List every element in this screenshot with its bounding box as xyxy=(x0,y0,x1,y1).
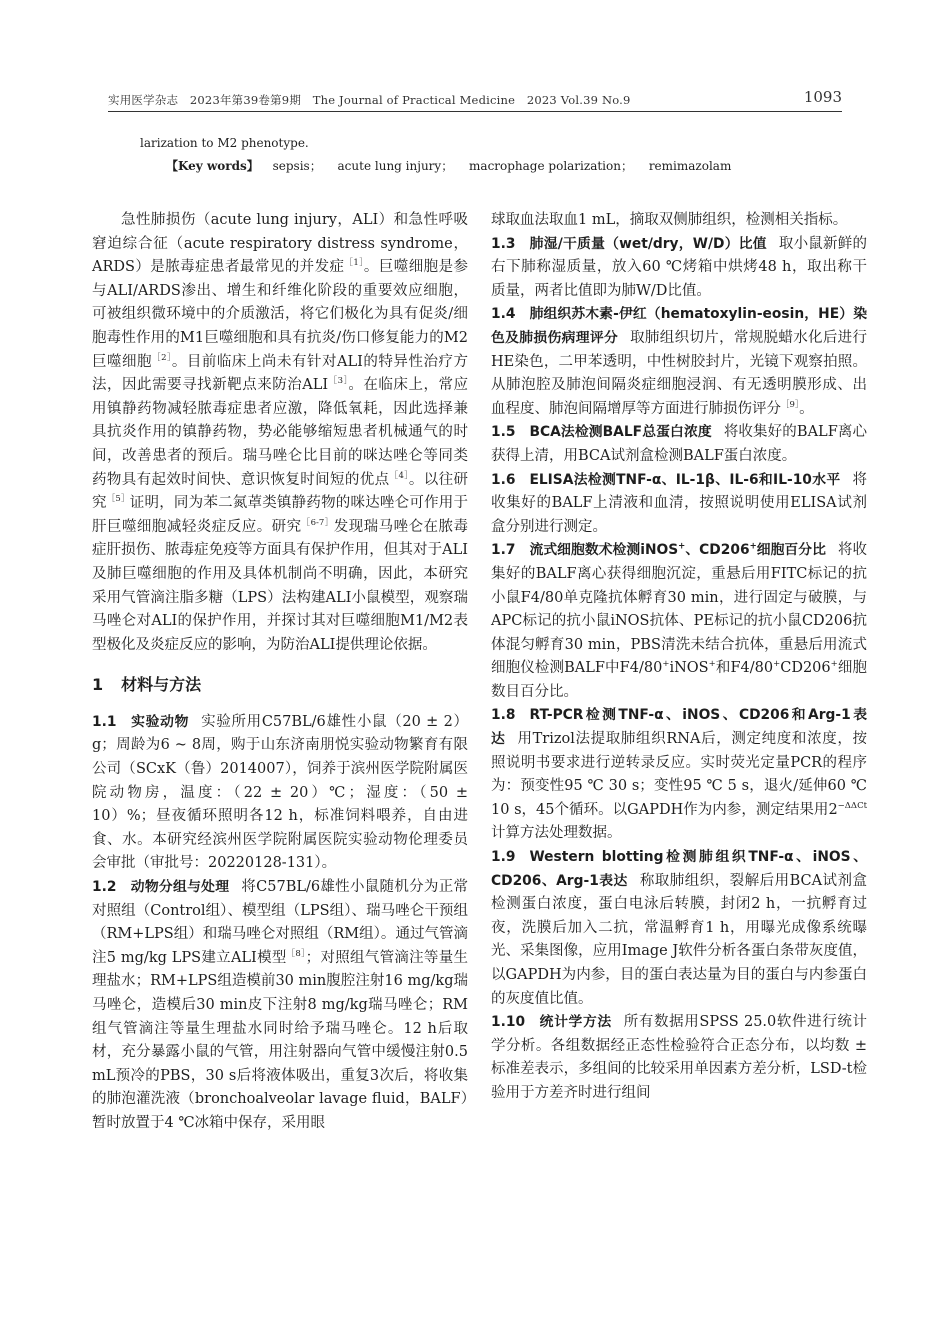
page-number: 1093 xyxy=(803,88,842,106)
subsection-1-10: 1.10 统计学方法 所有数据用SPSS 25.0软件进行统计学分析。各组数据经正态性检验符合正态分布，以均数 ± 标准差表示，多组间的比较采用单因素方差分析，LSD-t检验用于方差齐时进行组间 xyxy=(491,1014,868,1101)
subsection-title: 1.8 RT-PCR检测TNF-α、iNOS、CD206和Arg-1表达 xyxy=(491,707,867,748)
keyword: remimazolam xyxy=(648,159,732,173)
subsection-title: 1.7 流式细胞数术检测iNOS+、CD206+细胞百分比 xyxy=(491,541,826,559)
continued-text: 球取血法取血1 mL，摘取双侧肺组织，检测相关指标。 xyxy=(491,212,848,228)
subsection-1-1: 1.1 实验动物 实验所用C57BL/6雄性小鼠（20 ± 2）g；周龄为6 ~ 8周，购于山东济南朋悦实验动物繁育有限公司（SCxK（鲁）2014007），饲养于滨州医学院附属医院动物房，温度：（22 ± 20）℃；湿度：（50 ± 10）%；昼夜循环照明各12 h，标准饲料喂养，自由进食、水。本研究经滨州医学院附属医院实验动物伦理委员会审批（审批号：20220128-131）。 xyxy=(92,713,468,872)
subsection-title: 1.9 Western blotting检测肺组织TNF-α、iNOS、CD206、Arg-1表达 xyxy=(491,849,867,889)
keywords-label: 【Key words】 xyxy=(166,159,259,173)
keyword: acute lung injury； xyxy=(337,159,454,173)
subsection-title: 1.10 统计学方法 xyxy=(491,1014,612,1031)
journal-line: 实用医学杂志 2023年第39卷第9期 The Journal of Practical Medicine 2023 Vol.39 No.9 xyxy=(108,93,631,107)
subsection-title: 1.6 ELISA法检测TNF-α、IL-1β、IL-6和IL-10水平 xyxy=(491,471,841,488)
subsection-1-5: 1.5 BCA法检测BALF总蛋白浓度 将收集好的BALF离心获得上清，用BCA试剂盒检测BALF蛋白浓度。 xyxy=(491,424,867,464)
citation: ［8］ xyxy=(286,948,306,959)
subsection-title: 1.5 BCA法检测BALF总蛋白浓度 xyxy=(491,424,712,441)
subsection-1-9: 1.9 Western blotting检测肺组织TNF-α、iNOS、CD206、Arg-1表达 称取肺组织，裂解后用BCA试剂盒检测蛋白浓度，蛋白电泳后转膜，封闭2 h，一抗孵育过夜，洗膜后加入二抗，常温孵育1 h，用曝光成像系统曝光、采集图像，应用Image J软件分析各蛋白条带灰度值，以GAPDH为内参，目的蛋白表达量为目的蛋白与内参蛋白的灰度值比值。 xyxy=(491,849,867,1007)
intro-paragraph: 急性肺损伤（acute lung injury，ALI）和急性呼吸窘迫综合征（acute respiratory distress syndrome，ARDS）是脓毒症患者最常见的并发症$^{[1]}$。巨噬细胞是参与ALI/ARDS渗出、增生和纤维化阶段的重要效应细胞，可被组织微环境中的介质激活，将它们极化为具有促炎/细胞毒性作用的M1巨噬细胞和具有抗炎/伤口修复能力的M2巨噬细胞$^{[2]}$。目前临床上尚未有针对ALI的特异性治疗方法，因此需要寻找新靶点来防治$ALI^{[3]}$。在临床上，常应用镇静药物减轻脓毒症患者应激，降低氧耗，因此选择兼具抗炎作用的镇静药物，势必能够缩短患者机械通气的时间，改善患者的预后。瑞马唑仑比目前的咪达唑仑等同类药物具有起效时间快、意识恢复时间短的优点$^{[4]}$。以往研究$^{[5]}$证明，同为苯二氮䓬类镇静药物的咪达唑仑可作用于肝巨噬细胞减轻炎症反应。研究$^{[6-7]}$发现瑞马唑仑在脓毒症肝损伤、脓毒症免疫等方面具有保护作用，但其对于ALI及肺巨噬细胞的作用及具体机制尚不明确，因此，本研究采用气管滴注脂多糖（LPS）法构建ALI小鼠模型，观察瑞马唑仑对ALI的保护作用，并探讨其对巨噬细胞M1/M2表型极化及炎症反应的影响，为防治ALI提供理论依据。 xyxy=(92,212,468,653)
citation: ［1］ xyxy=(344,258,364,269)
keyword: macrophage polarization； xyxy=(469,159,633,173)
subsection-1-2: 1.2 动物分组与处理 将C57BL/6雄性小鼠随机分为正常对照组（Control组）、模型组（LPS组）、瑞马唑仑干预组（RM+LPS组）和瑞马唑仑对照组（RM组）。通过气管滴注5 mg/kg LPS建立ALI模型$^{[8]}$；对照组气管滴注等量生理盐水；RM+LPS组造模前30 min腹腔注射16 mg/kg瑞马唑仑，造模后30 min皮下注射8 mg/kg瑞马唑仑；RM组气管滴注等量生理盐水同时给予瑞马唑仑。12 h后取材，充分暴露小鼠的气管，用注射器向气管中缓慢注射0.5 mL预冷的PBS，30 s后将液体吸出，重复3次后，将收集的肺泡灌洗液（bronchoalveolar lavage fluid，BALF）暂时放置于4 ℃冰箱中保存，采用眼 xyxy=(92,879,468,1131)
keywords-line xyxy=(166,157,735,174)
subsection-title: 1.1 实验动物 xyxy=(92,713,190,730)
citation: ［6-7］ xyxy=(301,517,334,528)
citation: ［5］ xyxy=(106,494,130,505)
right-column xyxy=(491,209,867,1106)
subsection-1-8: 1.8 RT-PCR检测TNF-α、iNOS、CD206和Arg-1表达 用Trizol法提取肺组织RNA后，测定纯度和浓度，按照说明书要求进行逆转录反应。实时荧光定量PCR的程序为：预变性95 ℃ 30 s；变性95 ℃ 5 s，退火/延伸60 ℃ 10 s，45个循环。以GAPDH作为内参，测定结果用$2^{-\Delta\Delta Ct}$计算方法处理数据。 xyxy=(491,707,868,842)
running-header xyxy=(108,88,842,110)
subsection-title: 1.4 肺组织苏木素-伊红（hematoxylin-eosin，HE）染色及肺损伤病理评分 xyxy=(491,306,867,346)
citation: ［4］ xyxy=(389,470,409,481)
subsection-title: 1.3 肺湿/干质量（wet/dry，W/D）比值 xyxy=(491,235,767,252)
subsection-1-7: 1.7 流式细胞数术检测iNOS+、CD206+细胞百分比 将收集好的BALF离心获得细胞沉淀，重悬后用FITC标记的抗小鼠F4/80单克隆抗体孵育30 min，进行固定与破膜，与APC标记的抗小鼠iNOS抗体、PE标记的抗小鼠CD206抗体混匀孵育30 min，PBS清洗未结合抗体，重悬后用流式细胞仪检测BALF中F4/80+iNOS+和F4/80+CD206+细胞数目百分比。 xyxy=(491,541,867,700)
subsection-1-6: 1.6 ELISA法检测TNF-α、IL-1β、IL-6和IL-10水平 将收集好的BALF上清液和血清，按照说明使用ELISA试剂盒分别进行测定。 xyxy=(491,471,867,535)
citation: ［9］ xyxy=(781,399,800,410)
abstract-tail: larization to M2 phenotype. xyxy=(140,136,309,150)
header-rule xyxy=(108,111,842,112)
citation: ［2］ xyxy=(152,352,172,363)
keyword: sepsis； xyxy=(272,159,322,173)
citation: ［3］ xyxy=(328,376,349,387)
subsection-title: 1.2 动物分组与处理 xyxy=(92,879,230,896)
left-column xyxy=(92,209,468,1136)
section-heading: 1 材料与方法 xyxy=(92,675,202,695)
subsection-1-3: 1.3 肺湿/干质量（wet/dry，W/D）比值 取小鼠新鲜的右下肺称湿质量，放入60 ℃烤箱中烘烤48 h，取出称干质量，两者比值即为肺W/D比值。 xyxy=(491,235,868,299)
subsection-1-4: 1.4 肺组织苏木素-伊红（hematoxylin-eosin，HE）染色及肺损伤病理评分 取肺组织切片，常规脱蜡水化后进行HE染色，二甲苯透明，中性树胶封片，光镜下观察拍照。从肺泡腔及肺泡间隔炎症细胞浸润、有无透明膜形成、出血程度、肺泡间隔增厚等方面进行肺损伤评分$^{[9]}$。 xyxy=(491,306,868,417)
